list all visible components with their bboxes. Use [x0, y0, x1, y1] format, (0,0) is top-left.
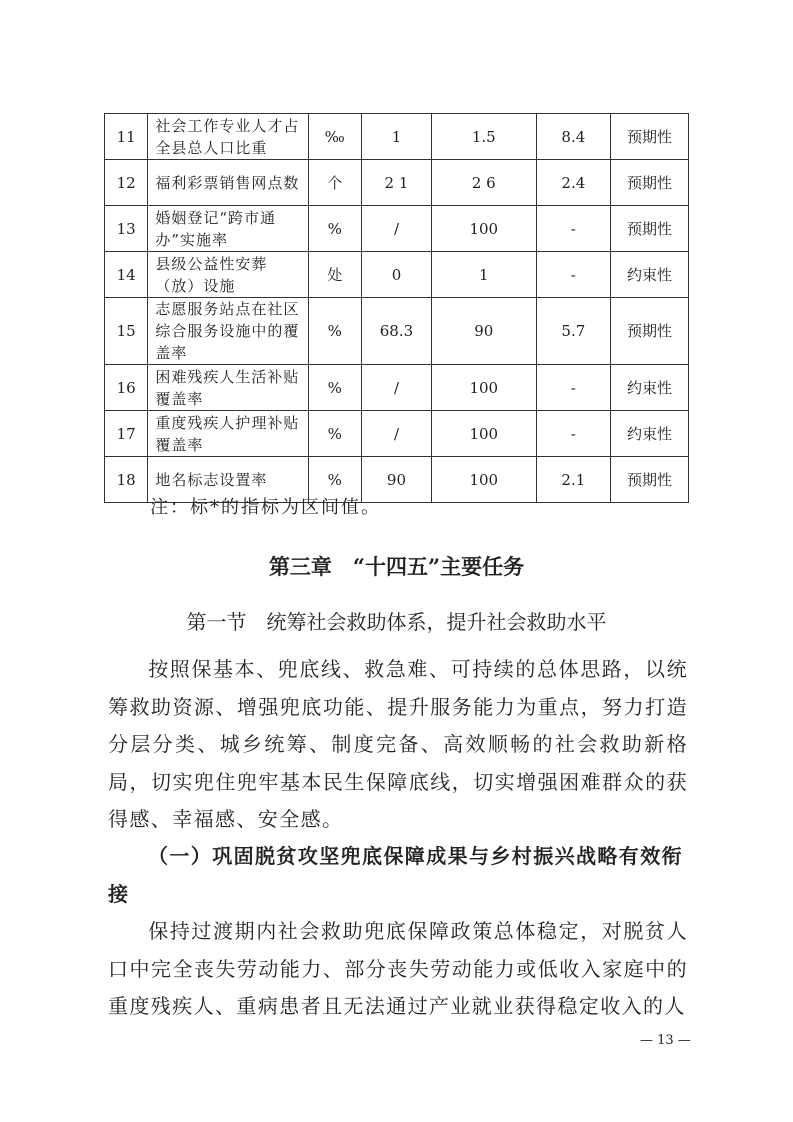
cell-base: 1	[361, 114, 431, 160]
cell-name: 重度残疾人护理补贴覆盖率	[148, 411, 308, 457]
table-row	[105, 114, 689, 160]
cell-type: 预期性	[611, 114, 689, 160]
cell-unit: %	[308, 206, 361, 252]
cell-unit: ‰	[308, 114, 361, 160]
cell-base: /	[361, 411, 431, 457]
table-row	[105, 252, 689, 298]
paragraph	[108, 913, 688, 1026]
cell-target: 100	[432, 365, 537, 411]
cell-base: /	[361, 206, 431, 252]
subheading: （一）巩固脱贫攻坚兜底保障成果与乡村振兴战略有效衔接	[108, 844, 683, 906]
cell-base: 68.3	[361, 298, 431, 365]
indicator-table	[104, 113, 689, 503]
cell-type: 约束性	[611, 365, 689, 411]
paragraph	[108, 651, 688, 839]
cell-growth: -	[536, 411, 611, 457]
cell-type: 约束性	[611, 252, 689, 298]
cell-name: 县级公益性安葬（放）设施	[148, 252, 308, 298]
cell-base: 2 1	[361, 160, 431, 206]
cell-target: 1.5	[432, 114, 537, 160]
cell-name: 地名标志设置率	[148, 457, 308, 503]
cell-unit: %	[308, 298, 361, 365]
table-row	[105, 160, 689, 206]
cell-no: 17	[105, 411, 148, 457]
cell-target: 2 6	[432, 160, 537, 206]
cell-no: 11	[105, 114, 148, 160]
table-row	[105, 298, 689, 365]
paragraph-text: 按照保基本、兜底线、救急难、可持续的总体思路，以统筹救助资源、增强兜底功能、提升服务能力为重点，努力打造分层分类、城乡统筹、制度完备、高效顺畅的社会救助新格局，切实兜住兜牢基本民生保障底线，切实增强困难群众的获得感、幸福感、安全感。	[108, 657, 688, 832]
cell-name: 社会工作专业人才占全县总人口比重	[148, 114, 308, 160]
paragraph-text: 保持过渡期内社会救助兜底保障政策总体稳定，对脱贫人口中完全丧失劳动能力、部分丧失劳动能力或低收入家庭中的重度残疾人、重病患者且无法通过产业就业获得稳定收入的人	[108, 919, 688, 1019]
cell-unit: 个	[308, 160, 361, 206]
cell-growth: -	[536, 365, 611, 411]
cell-growth: -	[536, 252, 611, 298]
cell-growth: 2.4	[536, 160, 611, 206]
cell-unit: %	[308, 411, 361, 457]
cell-base: 0	[361, 252, 431, 298]
cell-growth: 2.1	[536, 457, 611, 503]
cell-type: 预期性	[611, 457, 689, 503]
table-row	[105, 411, 689, 457]
page-number: — 13 —	[640, 1033, 691, 1048]
cell-no: 18	[105, 457, 148, 503]
cell-name: 婚姻登记“跨市通办”实施率	[148, 206, 308, 252]
cell-target: 1	[432, 252, 537, 298]
section-title: 第一节 统筹社会救助体系，提升社会救助水平	[186, 610, 607, 634]
cell-name: 福利彩票销售网点数	[148, 160, 308, 206]
cell-target: 100	[432, 206, 537, 252]
cell-type: 预期性	[611, 160, 689, 206]
cell-name: 困难残疾人生活补贴覆盖率	[148, 365, 308, 411]
chapter-title: 第三章 “十四五”主要任务	[268, 554, 525, 579]
cell-no: 13	[105, 206, 148, 252]
cell-growth: -	[536, 206, 611, 252]
cell-growth: 8.4	[536, 114, 611, 160]
cell-type: 预期性	[611, 298, 689, 365]
cell-no: 12	[105, 160, 148, 206]
cell-unit: %	[308, 457, 361, 503]
cell-target: 100	[432, 411, 537, 457]
cell-unit: %	[308, 365, 361, 411]
cell-no: 15	[105, 298, 148, 365]
cell-no: 16	[105, 365, 148, 411]
cell-base: 90	[361, 457, 431, 503]
cell-no: 14	[105, 252, 148, 298]
cell-growth: 5.7	[536, 298, 611, 365]
table-note: 注：标*的指标为区间值。	[150, 497, 381, 518]
table-row	[105, 365, 689, 411]
cell-target: 90	[432, 298, 537, 365]
cell-type: 预期性	[611, 206, 689, 252]
table-row	[105, 206, 689, 252]
cell-base: /	[361, 365, 431, 411]
cell-target: 100	[432, 457, 537, 503]
cell-name: 志愿服务站点在社区综合服务设施中的覆盖率	[148, 298, 308, 365]
cell-type: 约束性	[611, 411, 689, 457]
cell-unit: 处	[308, 252, 361, 298]
